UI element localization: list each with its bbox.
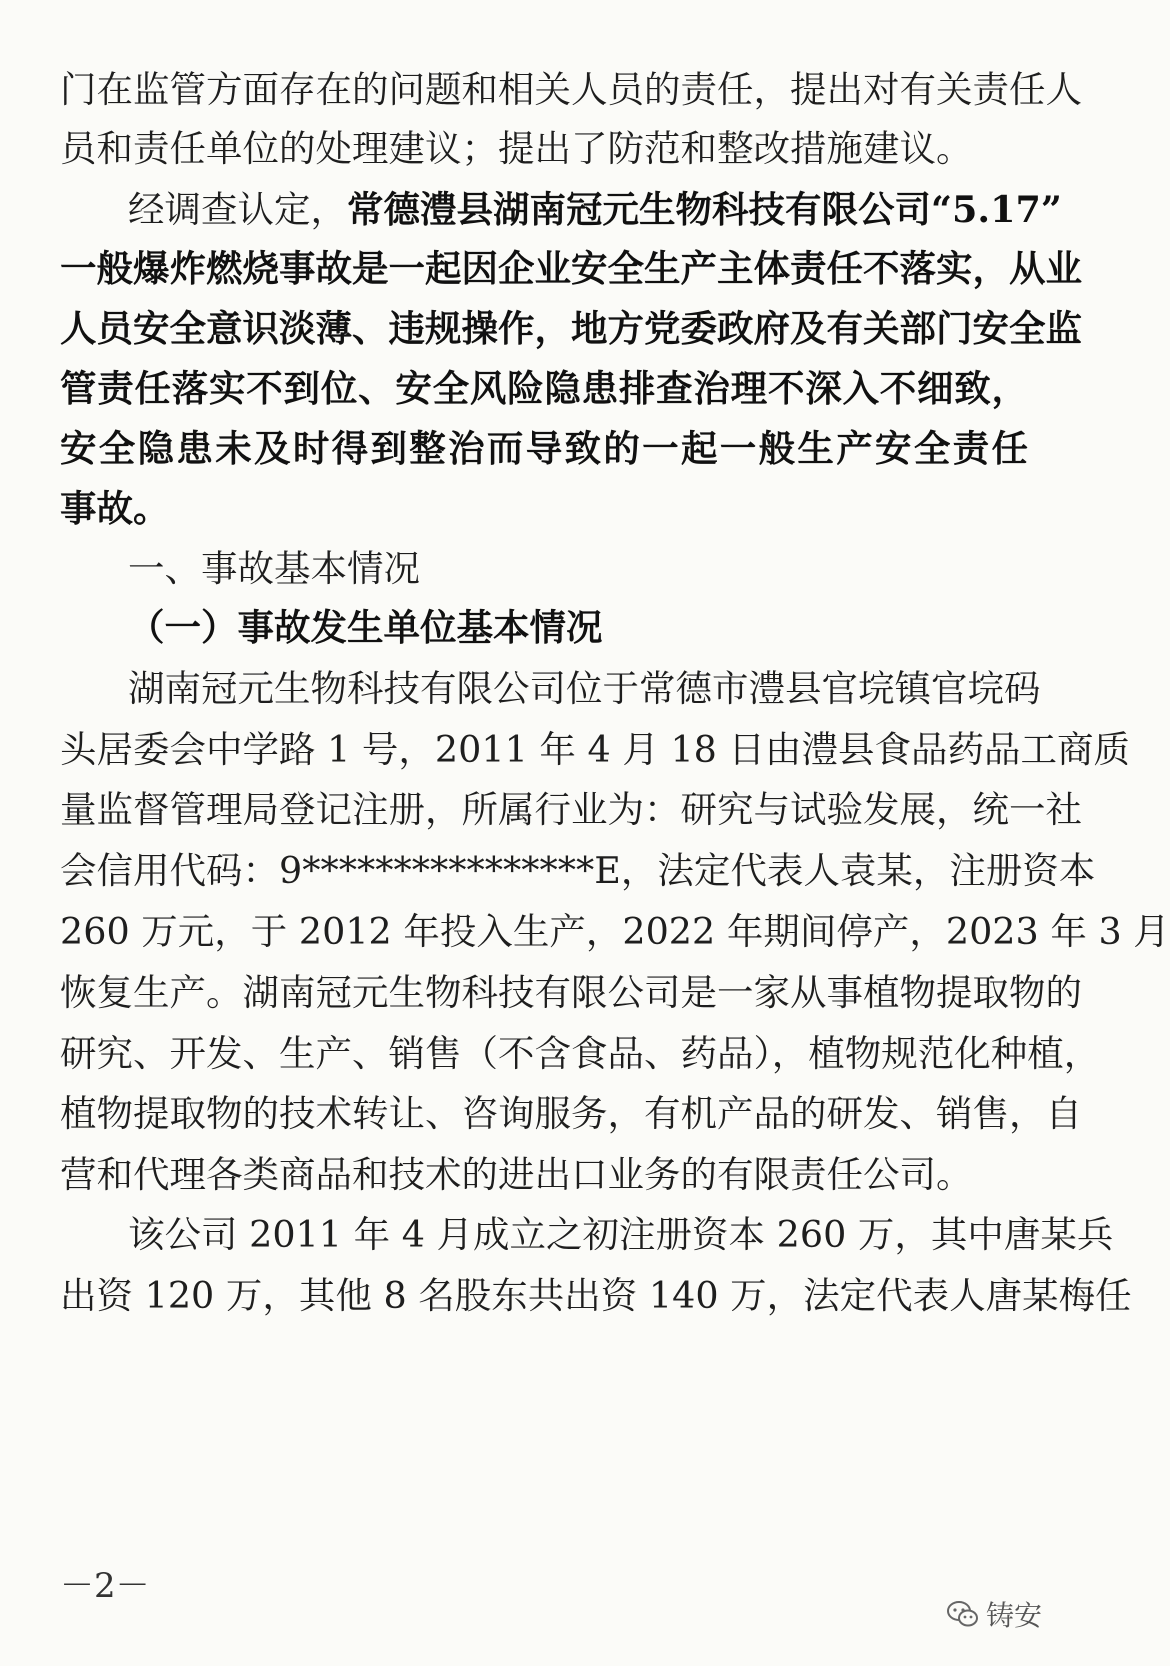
text-line: 营和代理各类商品和技术的进出口业务的有限责任公司。 (60, 1153, 973, 1196)
watermark (946, 1596, 1042, 1632)
text-line: 人员安全意识淡薄、违规操作，地方党委政府及有关部门安全监 (60, 307, 1082, 350)
text-line: 研究、开发、生产、销售（不含食品、药品），植物规范化种植， (60, 1032, 1101, 1075)
page-number: －2－ (60, 1566, 150, 1606)
text-line: 门在监管方面存在的问题和相关人员的责任，提出对有关责任人 (60, 68, 1082, 111)
text-line: 260 万元，于 2012 年投入生产，2022 年期间停产，2023 年 3 月 (60, 910, 1170, 953)
text-line: 员和责任单位的处理建议；提出了防范和整改措施建议。 (60, 127, 973, 170)
text-line: 事故。 (60, 487, 170, 530)
text-span: 经调查认定， (128, 188, 347, 231)
text-line: 恢复生产。湖南冠元生物科技有限公司是一家从事植物提取物的 (60, 971, 1082, 1014)
watermark-label: 铸安 (985, 1599, 1042, 1632)
text-line: 管责任落实不到位、安全风险隐患排查治理不深入不细致， (60, 367, 1028, 410)
text-line: 该公司 2011 年 4 月成立之初注册资本 260 万，其中唐某兵 (128, 1213, 1114, 1256)
section-heading: 一、事故基本情况 (128, 547, 420, 590)
wechat-icon (946, 1599, 980, 1629)
bold-text-span: 常德澧县湖南冠元生物科技有限公司“5.17” (347, 188, 1062, 231)
text-line: 头居委会中学路 1 号，2011 年 4 月 18 日由澧县食品药品工商质 (60, 728, 1130, 771)
text-line: 出资 120 万，其他 8 名股东共出资 140 万，法定代表人唐某梅任 (60, 1274, 1132, 1317)
text-line: 湖南冠元生物科技有限公司位于常德市澧县官垸镇官垸码 (128, 667, 1041, 710)
text-line: 量监督管理局登记注册，所属行业为：研究与试验发展，统一社 (60, 788, 1082, 831)
text-line: 安全隐患未及时得到整治而导致的一起一般生产安全责任 (60, 427, 1028, 470)
text-line: 会信用代码：9****************E，法定代表人袁某，注册资本 (60, 849, 1096, 892)
text-line: 植物提取物的技术转让、咨询服务，有机产品的研发、销售，自 (60, 1092, 1082, 1135)
text-line: 一般爆炸燃烧事故是一起因企业安全生产主体责任不落实，从业 (60, 247, 1082, 290)
subsection-heading: （一）事故发生单位基本情况 (128, 606, 603, 649)
text-line (128, 187, 1062, 233)
